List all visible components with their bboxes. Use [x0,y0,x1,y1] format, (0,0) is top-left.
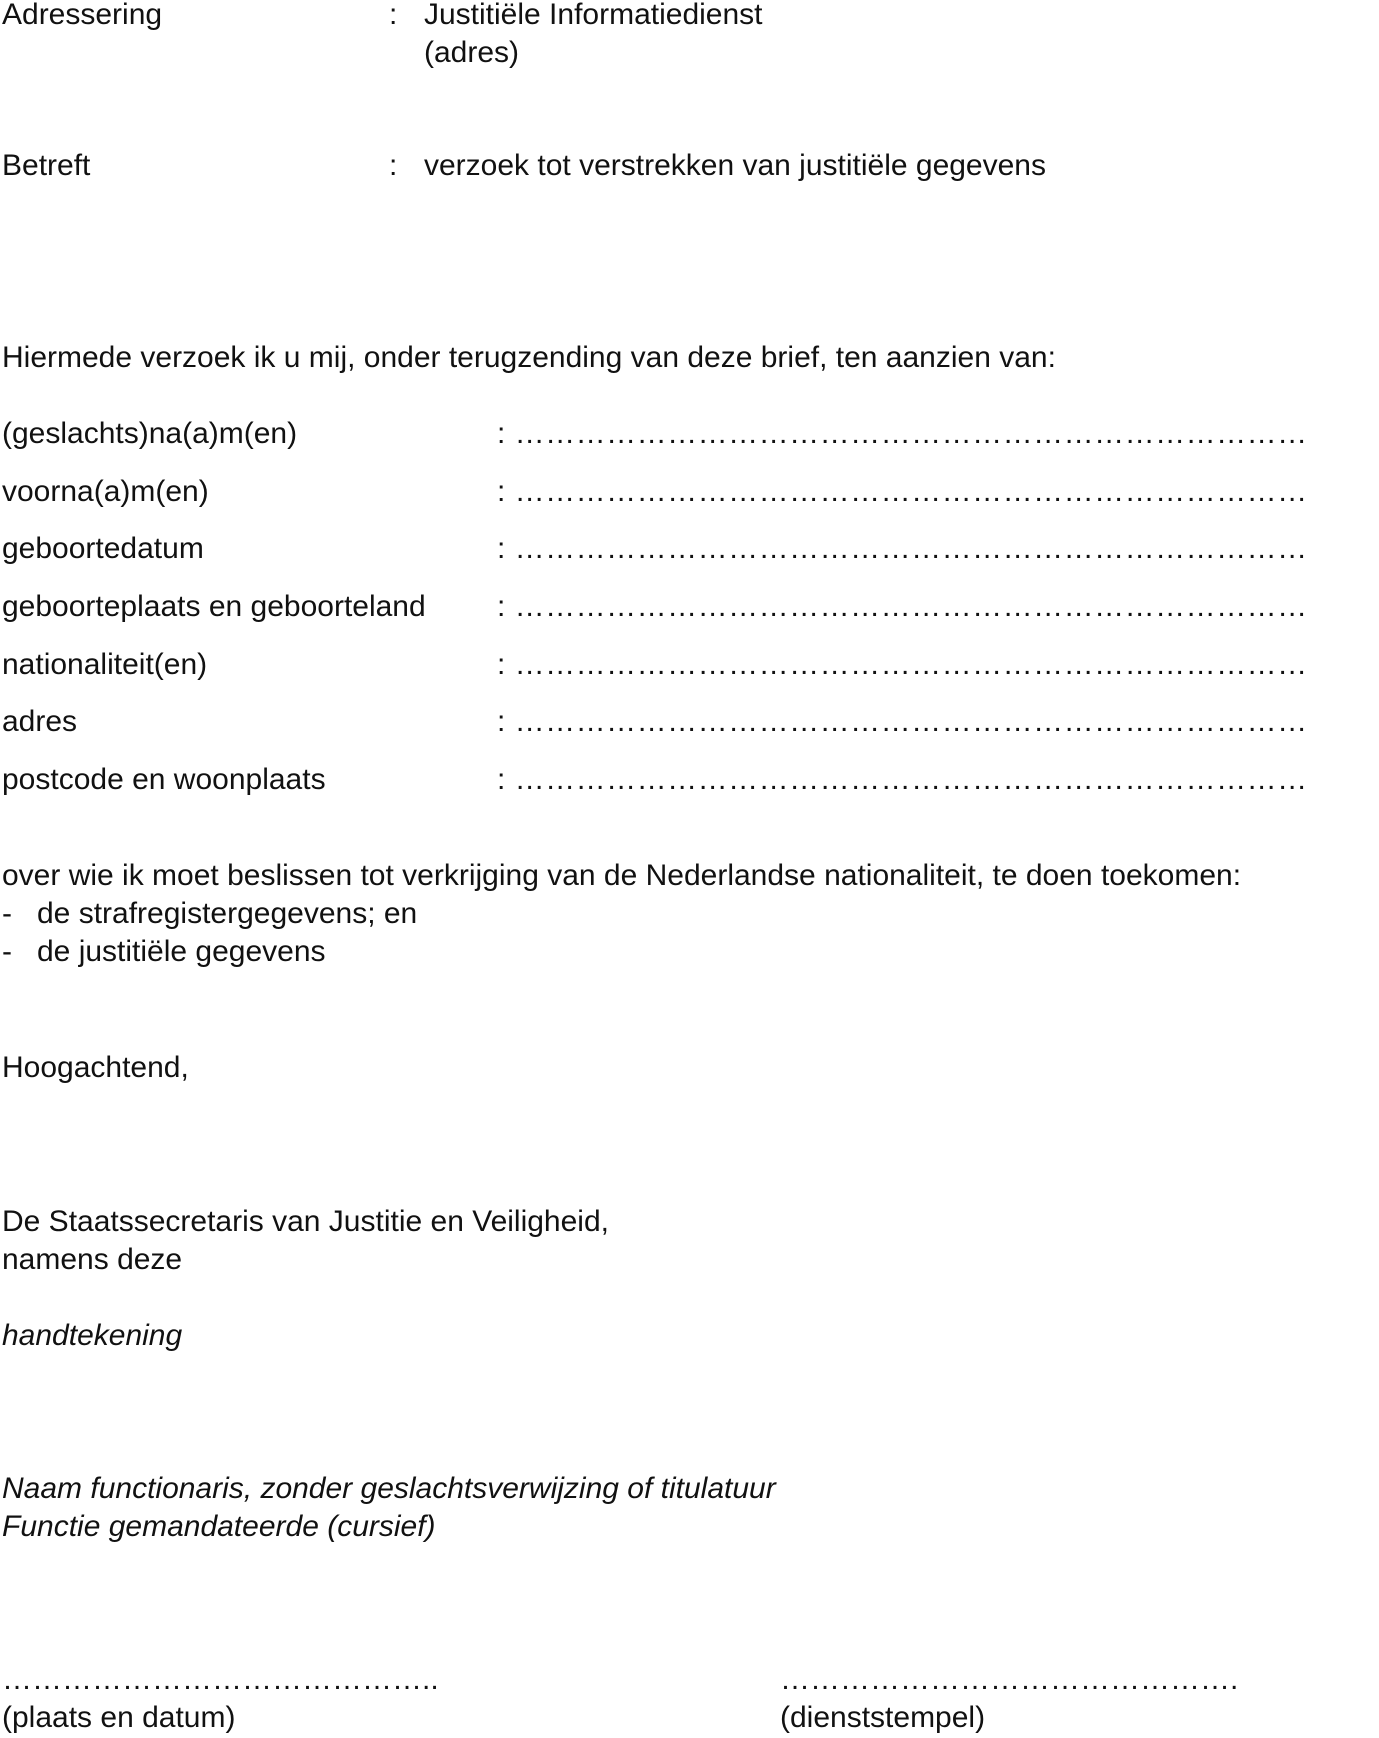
field-label-voornamen: voorna(a)m(en) [2,475,209,508]
adressering-label: Adressering [2,0,163,31]
field-value-geboortedatum: : …………………………………………………………………… [497,532,1308,565]
betreft-separator: : [389,149,398,182]
field-label-geboortedatum: geboortedatum [2,532,204,565]
intro-text: Hiermede verzoek ik u mij, onder terugzending van deze brief, ten aanzien van: [2,341,1056,374]
bullet-dash-1: - [2,897,12,930]
field-value-geslachtsnaam: : …………………………………………………………………… [497,417,1308,450]
outro-text: over wie ik moet beslissen tot verkrijging van de Nederlandse nationaliteit, te doen toekomen: [2,859,1242,892]
bullet-dash-2: - [2,935,12,968]
field-value-geboorteplaats: : …………………………………………………………………… [497,590,1308,623]
field-label-geboorteplaats: geboorteplaats en geboorteland [2,590,426,623]
footer-left-dots: …………………………………….. [2,1663,439,1696]
signature-naam: Naam functionaris, zonder geslachtsverwijzing of titulatuur [2,1472,776,1505]
adressering-separator: : [389,0,398,31]
signature-line1: De Staatssecretaris van Justitie en Veiligheid, [2,1205,609,1238]
betreft-value: verzoek tot verstrekken van justitiële gegevens [424,149,1046,182]
field-value-nationaliteit: : …………………………………………………………………… [497,648,1308,681]
field-label-adres: adres [2,705,78,738]
field-value-voornamen: : …………………………………………………………………… [497,475,1308,508]
closing-text: Hoogachtend, [2,1051,189,1084]
bullet-text-1: de strafregistergegevens; en [37,897,418,930]
signature-functie: Functie gemandateerde (cursief) [2,1510,436,1543]
field-value-postcode: : …………………………………………………………………… [497,763,1308,796]
adressering-value-line2: (adres) [424,36,520,69]
field-value-adres: : …………………………………………………………………… [497,705,1308,738]
signature-line2: namens deze [2,1243,183,1276]
field-label-geslachtsnaam: (geslachts)na(a)m(en) [2,417,298,450]
bullet-text-2: de justitiële gegevens [37,935,326,968]
signature-handtekening: handtekening [2,1319,183,1352]
adressering-value-line1: Justitiële Informatiedienst [424,0,763,31]
footer-right-label: (dienststempel) [780,1701,986,1734]
field-label-nationaliteit: nationaliteit(en) [2,648,208,681]
betreft-label: Betreft [2,149,91,182]
field-label-postcode: postcode en woonplaats [2,763,326,796]
footer-left-label: (plaats en datum) [2,1701,236,1734]
footer-right-dots: ………………………………………. [780,1663,1239,1696]
